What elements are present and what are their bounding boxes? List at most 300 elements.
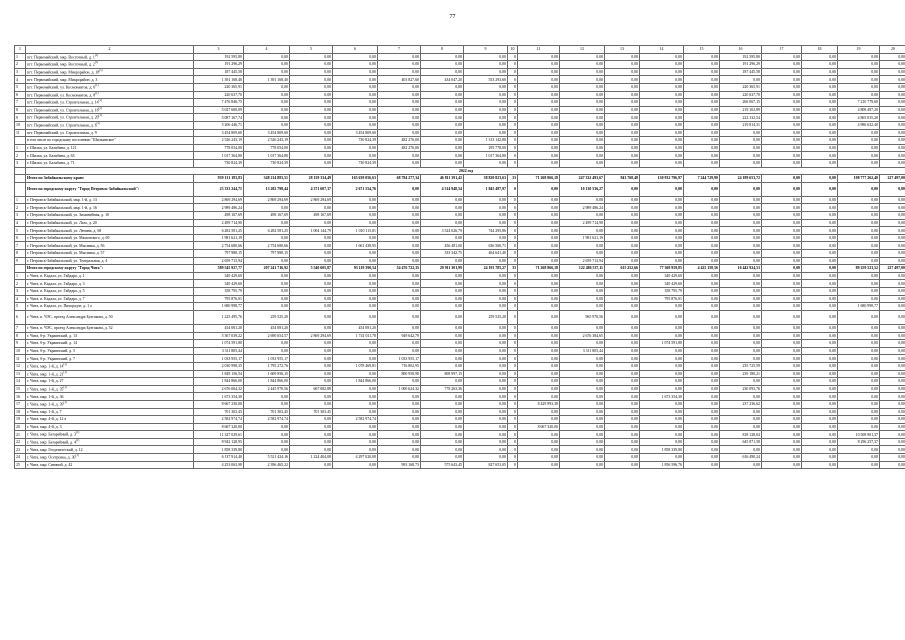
- amount-cell: 0,00: [838, 423, 880, 431]
- amount-cell: 0,00: [762, 393, 802, 401]
- amount-cell: 1 856 596,76: [640, 461, 684, 469]
- amount-cell: 778 054,00: [244, 144, 290, 152]
- amount-cell: 0,00: [605, 196, 640, 204]
- amount-cell: 0,00: [762, 303, 802, 311]
- amount-cell: 0,00: [333, 53, 378, 61]
- amount-cell: 349 429,60: [194, 272, 244, 280]
- amount-cell: 0,00: [880, 250, 905, 258]
- amount-cell: 0,00: [605, 234, 640, 242]
- amount-cell: 0,00: [244, 121, 290, 129]
- amount-cell: 0,00: [560, 250, 605, 258]
- amount-cell: 0,00: [464, 61, 508, 69]
- amount-cell: 0,00: [802, 362, 838, 370]
- amount-cell: 0,00: [421, 332, 464, 340]
- amount-cell: 0,00: [378, 196, 421, 204]
- amount-cell: 0,00: [333, 355, 378, 363]
- table-row: [15, 416, 905, 424]
- amount-cell: 0,00: [762, 144, 802, 152]
- amount-cell: 0,00: [720, 182, 762, 196]
- amount-cell: 0,00: [684, 423, 720, 431]
- count-cell: 0: [508, 400, 518, 408]
- amount-cell: 0,00: [560, 272, 605, 280]
- row-index: 3: [15, 159, 26, 167]
- amount-cell: 0,00: [518, 53, 560, 61]
- amount-cell: 1 017 364,80: [194, 152, 244, 160]
- amount-cell: 4 425 158,56: [684, 265, 720, 273]
- amount-cell: 0,00: [684, 76, 720, 84]
- count-cell: 0: [508, 461, 518, 469]
- amount-cell: 0,00: [880, 242, 905, 250]
- amount-cell: 0,00: [640, 242, 684, 250]
- amount-cell: 0,00: [802, 152, 838, 160]
- amount-cell: 0,00: [684, 332, 720, 340]
- amount-cell: 730 824,39: [194, 159, 244, 167]
- amount-cell: 0,00: [244, 347, 290, 355]
- amount-cell: 0,00: [605, 438, 640, 446]
- count-cell: 0: [508, 370, 518, 378]
- amount-cell: 0,00: [720, 272, 762, 280]
- amount-cell: 0,00: [802, 129, 838, 137]
- count-cell: 0: [508, 257, 518, 265]
- row-index: 1: [15, 196, 26, 204]
- amount-cell: 0,00: [378, 61, 421, 69]
- amount-cell: 2 989 486,24: [560, 204, 605, 212]
- amount-cell: 0,00: [290, 355, 333, 363]
- count-cell: 0: [508, 91, 518, 99]
- amount-cell: 71 268 866,18: [518, 265, 560, 273]
- amount-cell: 0,00: [640, 408, 684, 416]
- amount-cell: 0,00: [640, 332, 684, 340]
- table-row: [15, 121, 905, 129]
- column-number: 13: [605, 46, 640, 54]
- address-cell: Итого по Забайкальскому краю:: [26, 175, 194, 183]
- amount-cell: 0,00: [880, 280, 905, 288]
- amount-cell: 10 130 536,27: [560, 182, 605, 196]
- amount-cell: 0,00: [333, 106, 378, 114]
- amount-cell: 0,00: [560, 106, 605, 114]
- amount-cell: 0,00: [378, 53, 421, 61]
- amount-cell: 0,00: [290, 106, 333, 114]
- row-index: 10: [15, 121, 26, 129]
- amount-cell: 1 673 354,30: [640, 393, 684, 401]
- amount-cell: 0,00: [333, 114, 378, 122]
- table-row: [15, 423, 905, 431]
- amount-cell: 0,00: [640, 250, 684, 258]
- row-index: [15, 182, 26, 196]
- amount-cell: 0,00: [244, 219, 290, 227]
- amount-cell: 0,00: [560, 68, 605, 76]
- amount-cell: 795 876,01: [194, 295, 244, 303]
- amount-cell: 0,00: [762, 385, 802, 393]
- amount-cell: 0,00: [518, 114, 560, 122]
- amount-cell: 0,00: [684, 121, 720, 129]
- amount-cell: 3 311 805,44: [560, 347, 605, 355]
- address-cell: г. Чита, б-р. Украинский, д. 5: [26, 347, 194, 355]
- amount-cell: 1 074 591,80: [640, 340, 684, 348]
- amount-cell: 0,00: [333, 196, 378, 204]
- column-number: 11: [518, 46, 560, 54]
- column-number: 17: [762, 46, 802, 54]
- amount-cell: 0,00: [378, 295, 421, 303]
- amount-cell: 2 526 243,19: [244, 137, 290, 145]
- address-cell: г. Петровск-Забайкальский, ул. Зиминейная, д. 10: [26, 212, 194, 220]
- amount-cell: 54 476 722,35: [378, 265, 421, 273]
- count-cell: 0: [508, 454, 518, 462]
- row-index: 2: [15, 280, 26, 288]
- amount-cell: 0,00: [880, 152, 905, 160]
- amount-cell: 827 653,05: [464, 461, 508, 469]
- amount-cell: 0,00: [518, 76, 560, 84]
- amount-cell: 0,00: [518, 280, 560, 288]
- row-index: [15, 265, 26, 273]
- amount-cell: 0,00: [290, 144, 333, 152]
- amount-cell: 0,00: [880, 416, 905, 424]
- amount-cell: 0,00: [244, 257, 290, 265]
- amount-cell: 0,00: [684, 303, 720, 311]
- table-row: [15, 137, 905, 145]
- amount-cell: 0,00: [762, 370, 802, 378]
- amount-cell: 0,00: [518, 272, 560, 280]
- row-index: 19: [15, 416, 26, 424]
- amount-cell: 615 252,66: [605, 265, 640, 273]
- amount-cell: 0,00: [762, 76, 802, 84]
- amount-cell: 0,00: [244, 303, 290, 311]
- amount-cell: 0,00: [802, 340, 838, 348]
- amount-cell: 0,00: [802, 99, 838, 107]
- amount-cell: 0,00: [762, 196, 802, 204]
- table-row: [15, 362, 905, 370]
- amount-cell: 0,00: [838, 227, 880, 235]
- amount-cell: 0,00: [762, 242, 802, 250]
- amount-cell: 0,00: [838, 204, 880, 212]
- amount-cell: 0,00: [421, 454, 464, 462]
- address-cell: г. Чита, п. Кадала, ул. Гайдара, д. 3: [26, 280, 194, 288]
- amount-cell: 0,00: [464, 324, 508, 332]
- amount-cell: 5 027 600,09: [194, 106, 244, 114]
- address-cell: пгт. Первомайский, мкр. Восточный, д. 1$^{(1)}$: [26, 53, 194, 61]
- address-cell: г. Чита, мкр. 1-й, д. 36: [26, 393, 194, 401]
- amount-cell: 0,00: [838, 182, 880, 196]
- amount-cell: 0,00: [802, 144, 838, 152]
- amount-cell: 0,00: [762, 295, 802, 303]
- amount-cell: 8 667 230,00: [194, 400, 244, 408]
- address-cell: пгт. Первомайский, мкр. Микрорайон, д. 3: [26, 76, 194, 84]
- amount-cell: 0,00: [518, 91, 560, 99]
- amount-cell: 0,00: [378, 272, 421, 280]
- amount-cell: 7 476 846,75: [194, 99, 244, 107]
- amount-cell: 0,00: [333, 68, 378, 76]
- amount-cell: 0,00: [684, 400, 720, 408]
- amount-cell: 0,00: [421, 212, 464, 220]
- amount-cell: 498 167,69: [244, 212, 290, 220]
- amount-cell: 0,00: [333, 234, 378, 242]
- count-cell: 0: [508, 438, 518, 446]
- row-index: [15, 137, 26, 145]
- table-row: [15, 324, 905, 332]
- amount-cell: 2 499 714,90: [194, 219, 244, 227]
- count-cell: 0: [508, 76, 518, 84]
- amount-cell: 0,00: [560, 303, 605, 311]
- amount-cell: 0,00: [290, 272, 333, 280]
- amount-cell: 0,00: [378, 400, 421, 408]
- amount-cell: 0,00: [762, 227, 802, 235]
- amount-cell: 0,00: [880, 438, 905, 446]
- address-cell: в том числе по городскому поселению "Шилкинское": [26, 137, 194, 145]
- amount-cell: 0,00: [605, 204, 640, 212]
- amount-cell: 0,00: [464, 280, 508, 288]
- amount-cell: 2 869 294,69: [290, 196, 333, 204]
- table-row: [15, 340, 905, 348]
- amount-cell: 0,00: [333, 370, 378, 378]
- amount-cell: 0,00: [762, 400, 802, 408]
- table-body: [15, 53, 905, 469]
- amount-cell: 616 490,24: [720, 454, 762, 462]
- amount-cell: 0,00: [802, 370, 838, 378]
- amount-cell: 0,00: [640, 378, 684, 386]
- amount-cell: 0,00: [290, 114, 333, 122]
- amount-cell: 0,00: [802, 227, 838, 235]
- amount-cell: 943 768,48: [605, 175, 640, 183]
- amount-cell: 0,00: [244, 234, 290, 242]
- row-index: 8: [15, 332, 26, 340]
- address-cell: г. Чита, б-р. Украинский, д. 14: [26, 340, 194, 348]
- amount-cell: 4 808 497,20: [838, 106, 880, 114]
- amount-cell: 0,00: [605, 159, 640, 167]
- amount-cell: 0,00: [421, 295, 464, 303]
- amount-cell: 0,00: [880, 370, 905, 378]
- row-index: 14: [15, 378, 26, 386]
- amount-cell: 730 824,39: [333, 159, 378, 167]
- amount-cell: 0,00: [333, 400, 378, 408]
- amount-cell: 0,00: [762, 99, 802, 107]
- amount-cell: 0,00: [605, 370, 640, 378]
- count-cell: 0: [508, 385, 518, 393]
- amount-cell: 575 643,45: [421, 461, 464, 469]
- address-cell: г. Чита, мкр. 1-й, д. 21$^{(1)}$: [26, 370, 194, 378]
- amount-cell: 0,00: [640, 76, 684, 84]
- amount-cell: 0,00: [560, 53, 605, 61]
- amount-cell: 0,00: [880, 408, 905, 416]
- amount-cell: 0,00: [290, 137, 333, 145]
- row-index: 15: [15, 385, 26, 393]
- amount-cell: 2 869 294,69: [194, 196, 244, 204]
- amount-cell: 227 497,00: [880, 265, 905, 273]
- amount-cell: 0,00: [684, 385, 720, 393]
- amount-cell: 1 795 272,76: [244, 362, 290, 370]
- amount-cell: 0,00: [802, 355, 838, 363]
- amount-cell: 0,00: [762, 272, 802, 280]
- amount-cell: 0,00: [762, 431, 802, 439]
- row-index: 7: [15, 324, 26, 332]
- amount-cell: 0,00: [464, 204, 508, 212]
- table-row: [15, 408, 905, 416]
- amount-cell: 0,00: [640, 416, 684, 424]
- amount-cell: 0,00: [684, 106, 720, 114]
- amount-cell: 0,00: [640, 121, 684, 129]
- amount-cell: 0,00: [421, 393, 464, 401]
- amount-cell: 0,00: [880, 137, 905, 145]
- amount-cell: 0,00: [640, 400, 684, 408]
- amount-cell: 3 454 809,60: [333, 129, 378, 137]
- amount-cell: 0,00: [802, 385, 838, 393]
- amount-cell: 0,00: [560, 227, 605, 235]
- count-cell: 0: [508, 53, 518, 61]
- count-cell: 0: [508, 227, 518, 235]
- address-cell: г. Чита, б-р. Украинский, д. 13: [26, 332, 194, 340]
- amount-cell: 0,00: [640, 99, 684, 107]
- amount-cell: 0,00: [464, 53, 508, 61]
- amount-cell: 220 365,91: [720, 83, 762, 91]
- amount-cell: 77 368 959,85: [640, 265, 684, 273]
- amount-cell: 0,00: [720, 129, 762, 137]
- amount-cell: 29 911 301,99: [421, 265, 464, 273]
- amount-cell: 0,00: [880, 393, 905, 401]
- amount-cell: 219 102,89: [720, 106, 762, 114]
- amount-cell: 1 074 591,80: [194, 340, 244, 348]
- amount-cell: 0,00: [518, 446, 560, 454]
- amount-cell: 0,00: [464, 121, 508, 129]
- amount-cell: 701 303,45: [244, 408, 290, 416]
- amount-cell: 0,00: [640, 83, 684, 91]
- amount-cell: 0,00: [605, 362, 640, 370]
- amount-cell: 0,00: [880, 295, 905, 303]
- amount-cell: 0,00: [421, 99, 464, 107]
- amount-cell: 0,00: [762, 408, 802, 416]
- amount-cell: 71 268 866,18: [518, 175, 560, 183]
- amount-cell: 949 642,79: [378, 332, 421, 340]
- amount-cell: 0,00: [684, 144, 720, 152]
- table-row: [15, 288, 905, 296]
- amount-cell: 0,00: [421, 446, 464, 454]
- amount-cell: 1 033 955,17: [194, 355, 244, 363]
- amount-cell: 0,00: [333, 280, 378, 288]
- count-cell: 0: [508, 280, 518, 288]
- total-row: [15, 182, 905, 196]
- amount-cell: 0,00: [684, 454, 720, 462]
- amount-cell: 266 067,15: [720, 99, 762, 107]
- amount-cell: 358 795,79: [194, 288, 244, 296]
- address-cell: г. Чита, мкр. Батарейный, д. 3$^{(1)}$: [26, 431, 194, 439]
- amount-cell: 0,00: [720, 219, 762, 227]
- amount-cell: 0,00: [464, 416, 508, 424]
- amount-cell: 0,00: [802, 83, 838, 91]
- amount-cell: 0,00: [464, 159, 508, 167]
- count-cell: 0: [508, 378, 518, 386]
- amount-cell: 0,00: [464, 68, 508, 76]
- amount-cell: 0,00: [684, 204, 720, 212]
- amount-cell: 0,00: [802, 423, 838, 431]
- amount-cell: 0,00: [518, 454, 560, 462]
- amount-cell: 0,00: [518, 438, 560, 446]
- amount-cell: 0,00: [560, 378, 605, 386]
- amount-cell: 0,00: [762, 438, 802, 446]
- amount-cell: 0,00: [880, 332, 905, 340]
- amount-cell: 0,00: [880, 362, 905, 370]
- amount-cell: 230 093,76: [720, 385, 762, 393]
- amount-cell: 0,00: [802, 324, 838, 332]
- count-cell: 0: [508, 204, 518, 212]
- amount-cell: 0,00: [290, 219, 333, 227]
- amount-cell: 0,00: [464, 114, 508, 122]
- amount-cell: 0,00: [378, 340, 421, 348]
- amount-cell: 0,00: [333, 438, 378, 446]
- amount-cell: 0,00: [518, 250, 560, 258]
- amount-cell: 0,00: [378, 83, 421, 91]
- amount-cell: 2 754 680,66: [244, 242, 290, 250]
- amount-cell: 0,00: [464, 303, 508, 311]
- count-cell: 0: [508, 423, 518, 431]
- amount-cell: 0,00: [244, 272, 290, 280]
- count-cell: 33: [508, 265, 518, 273]
- amount-cell: 220 637,70: [194, 91, 244, 99]
- amount-cell: 0,00: [640, 219, 684, 227]
- amount-cell: 454 081,20: [194, 324, 244, 332]
- total-row: [15, 175, 905, 183]
- amount-cell: 0,00: [838, 362, 880, 370]
- amount-cell: 0,00: [378, 68, 421, 76]
- amount-cell: 0,00: [880, 423, 905, 431]
- amount-cell: 0,00: [605, 423, 640, 431]
- amount-cell: 0,00: [640, 137, 684, 145]
- amount-cell: 0,00: [762, 175, 802, 183]
- amount-cell: 0,00: [378, 182, 421, 196]
- row-index: 23: [15, 446, 26, 454]
- column-number: 2: [26, 46, 194, 54]
- amount-cell: 0,00: [880, 129, 905, 137]
- amount-cell: 0,00: [518, 106, 560, 114]
- amount-cell: 0,00: [421, 257, 464, 265]
- table-row: [15, 310, 905, 324]
- amount-cell: 0,00: [762, 152, 802, 160]
- row-index: 6: [15, 91, 26, 99]
- amount-cell: 5 540 605,87: [290, 265, 333, 273]
- amount-cell: 645 871,58: [720, 438, 762, 446]
- amount-cell: 0,00: [802, 438, 838, 446]
- amount-cell: 0,00: [880, 400, 905, 408]
- amount-cell: 0,00: [684, 280, 720, 288]
- amount-cell: 295 778,00: [464, 144, 508, 152]
- row-index: 2: [15, 204, 26, 212]
- table-row: [15, 400, 905, 408]
- amount-cell: 744 295,86: [464, 227, 508, 235]
- amount-cell: 0,00: [244, 431, 290, 439]
- amount-cell: 0,00: [605, 340, 640, 348]
- amount-cell: 0,00: [838, 347, 880, 355]
- amount-cell: 0,00: [290, 362, 333, 370]
- row-index: 18: [15, 408, 26, 416]
- amount-cell: 23 333 244,71: [194, 182, 244, 196]
- amount-cell: 0,00: [802, 288, 838, 296]
- address-cell: г. Чита, п. ЧЭС, проезд Александра Булгакова, д. 52: [26, 324, 194, 332]
- amount-cell: 0,00: [684, 83, 720, 91]
- table-row: [15, 257, 905, 265]
- amount-cell: 0,00: [838, 288, 880, 296]
- amount-cell: 2 869 294,69: [290, 332, 333, 340]
- amount-cell: 2 869 294,69: [244, 196, 290, 204]
- amount-cell: 0,00: [605, 385, 640, 393]
- amount-cell: 0,00: [880, 288, 905, 296]
- amount-cell: 0,00: [880, 340, 905, 348]
- count-cell: 0: [508, 393, 518, 401]
- amount-cell: 993 168,73: [378, 461, 421, 469]
- amount-cell: 0,00: [838, 219, 880, 227]
- column-number: 8: [421, 46, 464, 54]
- column-number: 18: [802, 46, 838, 54]
- amount-cell: 0,00: [605, 250, 640, 258]
- amount-cell: 0,00: [720, 76, 762, 84]
- amount-cell: 0,00: [518, 182, 560, 196]
- amount-cell: 2 582 974,74: [244, 416, 290, 424]
